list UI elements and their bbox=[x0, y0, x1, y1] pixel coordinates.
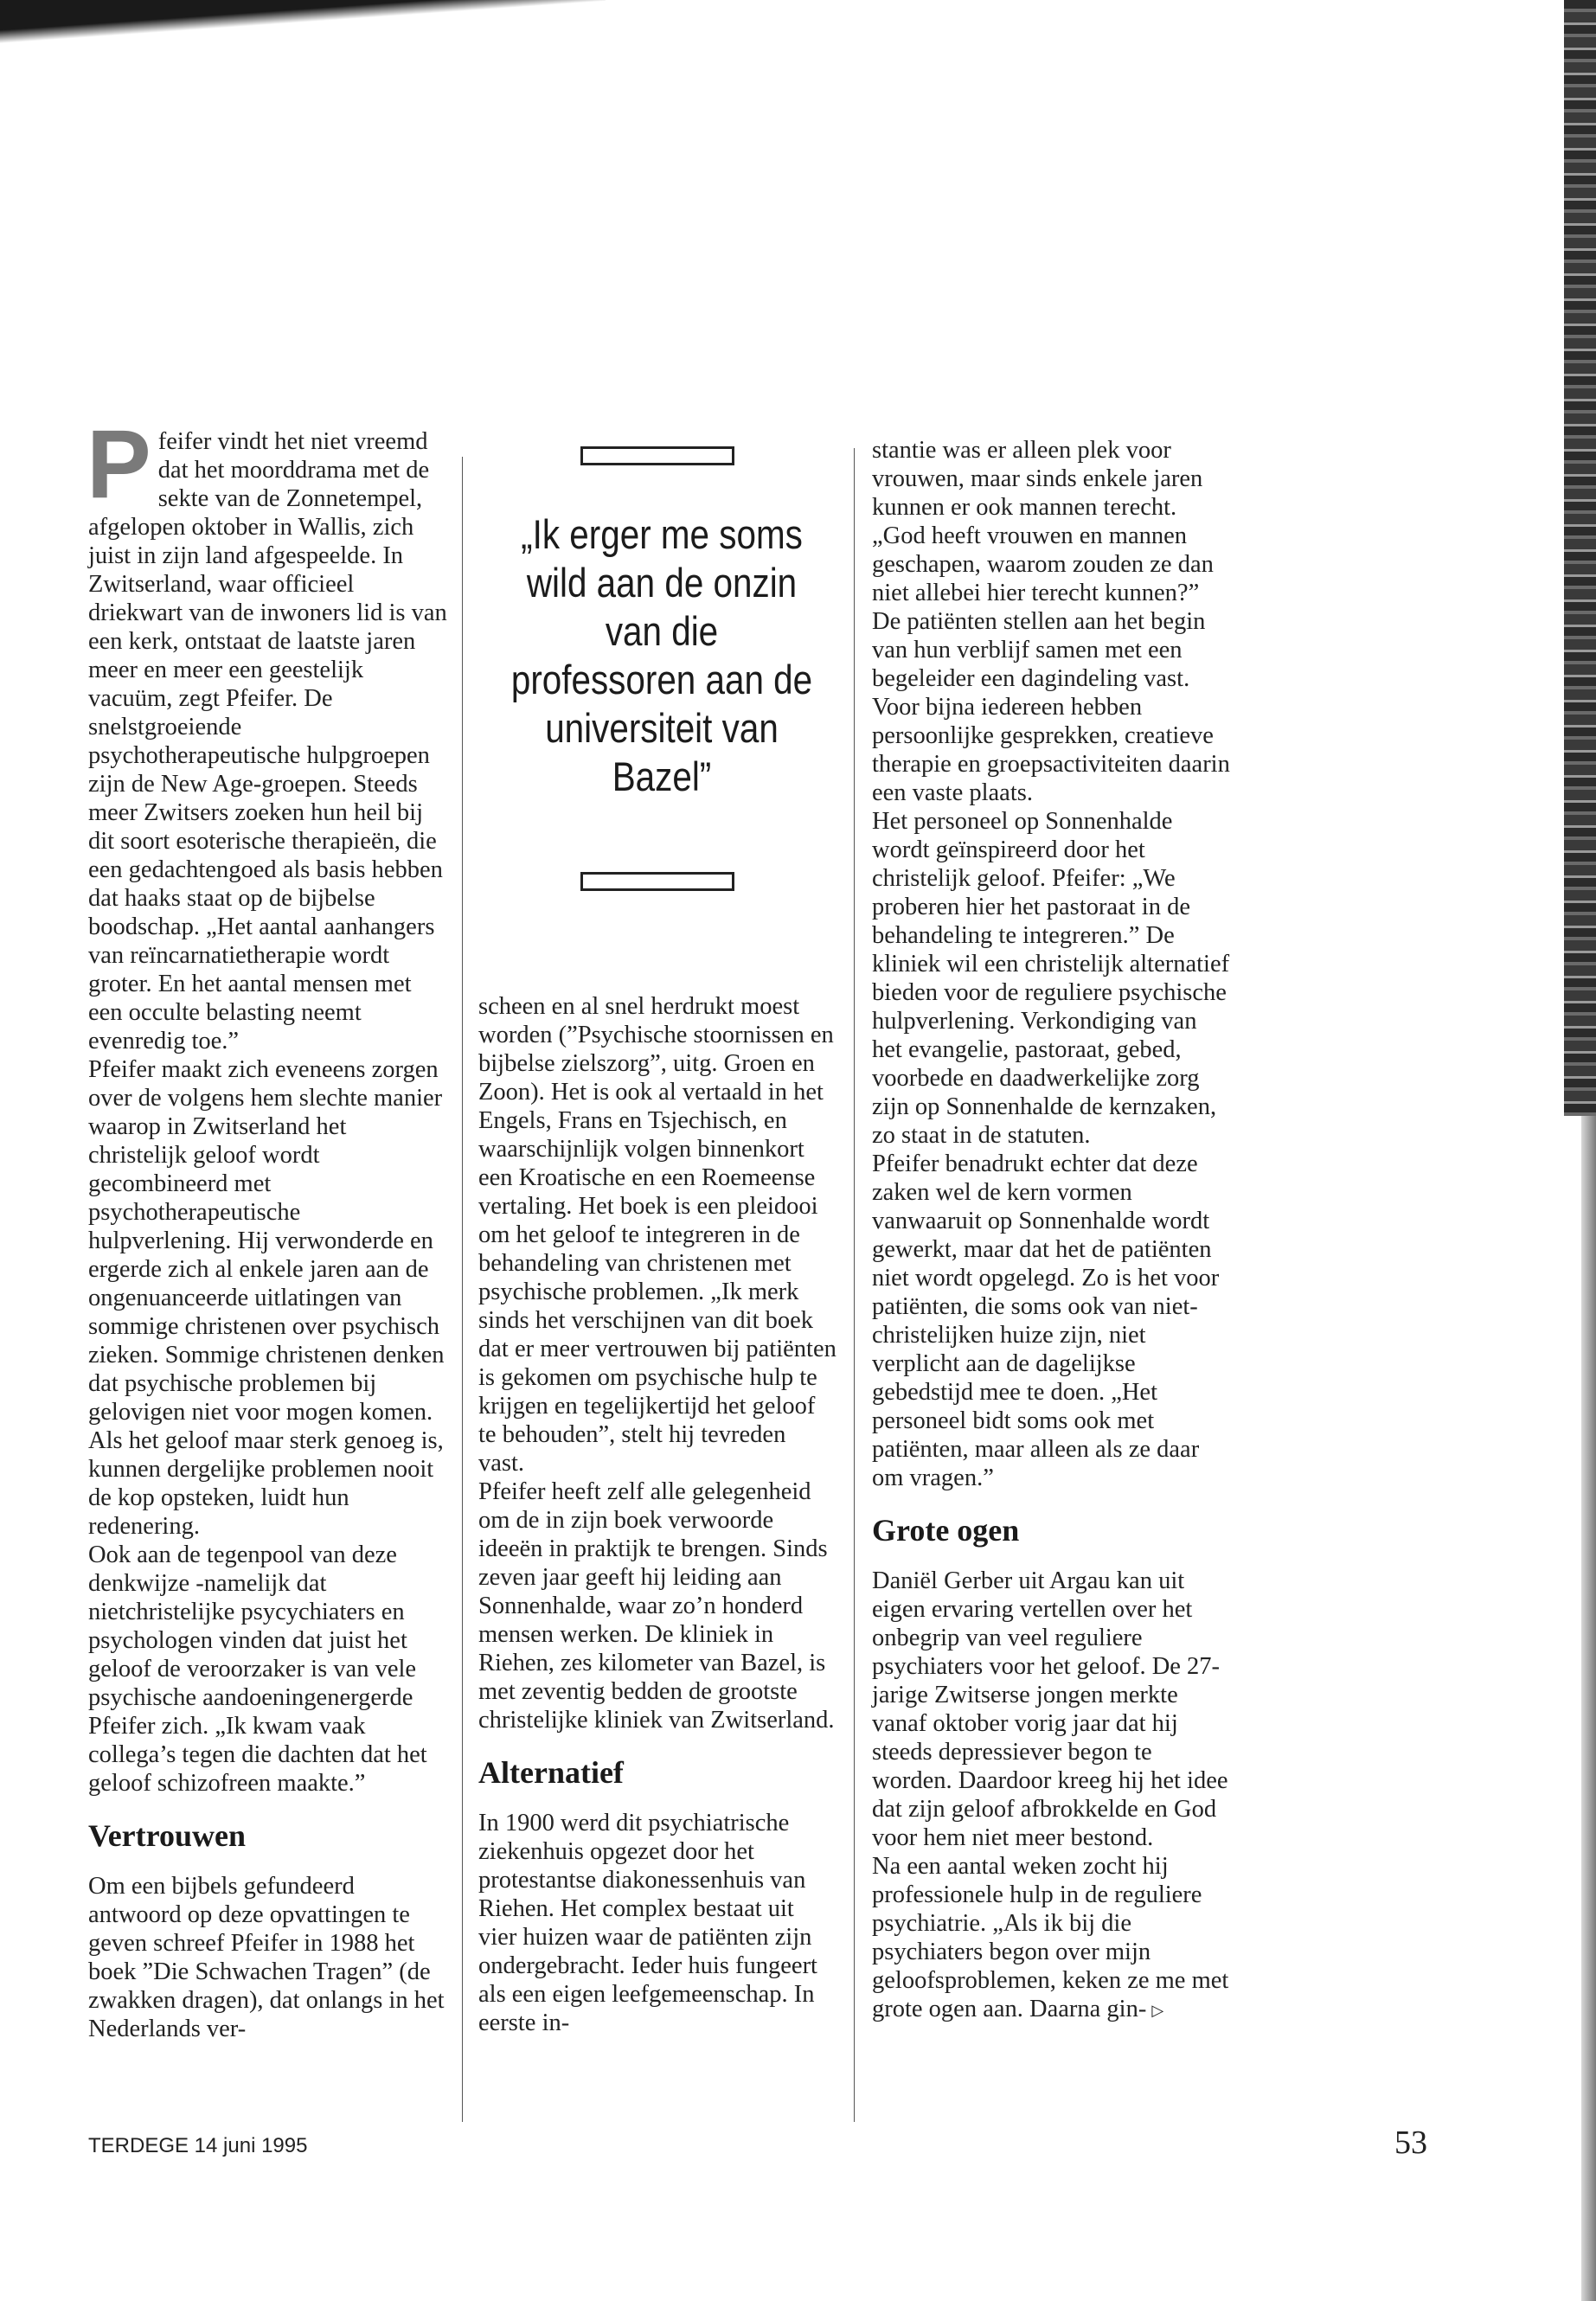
scan-right-edge bbox=[1564, 0, 1596, 1116]
subheading-grote-ogen: Grote ogen bbox=[872, 1513, 1020, 1548]
paragraph: Pfeifer heeft zelf alle gelegenheid om de in zijn boek verwoorde ideeën in praktijk te brengen. Sinds zeven jaar geeft hij leiding aan Sonnenhalde, waar zo’n honderd mensen werken. De kliniek in Riehen, zes kilometer van Bazel, is met zeventig bedden de grootste christelijke kliniek van Zwitserland. bbox=[478, 1478, 835, 1734]
paragraph: Ook aan de tegenpool van deze denkwijze -namelijk dat nietchristelijke psycychiaters en psychologen vinden dat juist het geloof de veroorzaker is van vele psychische aandoeningenergerde Pfeifer zich. „Ik kwam vaak collega’s tegen die dachten dat het geloof schizofreen maakte.” bbox=[88, 1541, 427, 1797]
paragraph: stantie was er alleen plek voor vrouwen, maar sinds enkele jaren kunnen er ook mannen terecht. „God heeft vrouwen en mannen geschapen, waarom zouden ze dan niet allebei hier terecht kunnen?” bbox=[872, 437, 1214, 606]
paragraph: De patiënten stellen aan het begin van hun verblijf samen met een begeleider een dagindeling vast. Voor bijna iedereen hebben persoonlijke gesprekken, creatieve therapie en groepsactiviteiten daarin een vaste plaats. bbox=[872, 608, 1230, 806]
pull-quote-box-bottom bbox=[580, 872, 734, 891]
paragraph: Daniël Gerber uit Argau kan uit eigen ervaring vertellen over het onbegrip van veel reguliere psychiaters voor het geloof. De 27-jarige Zwitserse jongen merkte vanaf oktober vorig jaar dat hij steeds depressiever begon te worden. Daardoor kreeg hij het idee dat zijn geloof afbrokkelde en God voor hem niet meer bestond. bbox=[872, 1567, 1228, 1851]
subheading-alternatief: Alternatief bbox=[478, 1755, 624, 1790]
paragraph: Pfeifer benadrukt echter dat deze zaken wel de kern vormen vanwaaruit op Sonnenhalde wordt gewerkt, maar dat het de patiënten niet wordt opgelegd. Zo is het voor patiënten, die soms ook van niet-christelijken huize zijn, niet verplicht aan de dagelijkse gebedstijd mee te doen. „Het personeel bidt soms ook met patiënten, maar alleen als ze daar om vragen.” bbox=[872, 1150, 1220, 1491]
scan-right-edge-lower bbox=[1581, 1116, 1596, 2301]
paragraph: Om een bijbels gefundeerd antwoord op deze opvattingen te geven schreef Pfeifer in 1988 het boek ”Die Schwachen Tragen” (de zwakken dragen), dat onlangs in het Nederlands ver- bbox=[88, 1873, 445, 2042]
pull-quote: „Ik erger me soms wild aan de onzin van die professoren aan de universiteit van Bazel” bbox=[510, 511, 813, 799]
article-column-2 bbox=[478, 992, 837, 2037]
pull-quote-box-top bbox=[580, 446, 734, 465]
scan-dark-corner bbox=[0, 0, 606, 52]
page-number: 53 bbox=[1394, 2125, 1427, 2161]
paragraph-continued bbox=[872, 1852, 1231, 2025]
continue-arrow-icon: ▷ bbox=[1151, 2001, 1164, 2019]
subheading-vertrouwen: Vertrouwen bbox=[88, 1818, 246, 1853]
paragraph: Het personeel op Sonnenhalde wordt geïnspireerd door het christelijk geloof. Pfeifer: „We proberen hier het pastoraat in de behandeling te integreren.” De kliniek wil een christelijk alternatief bieden voor de reguliere psychische hulpverlening. Verkondiging van het evangelie, pastoraat, gebed, voorbede en daadwerkelijke zorg zijn op Sonnenhalde de kernzaken, zo staat in de statuten. bbox=[872, 808, 1230, 1149]
paragraph-text: Na een aantal weken zocht hij professionele hulp in de reguliere psychiatrie. „Als ik bij die psychiaters begon over mijn geloofsproblemen, keken ze me met grote ogen aan. Daarna gin- bbox=[872, 1853, 1229, 2022]
publication-footer: TERDEGE 14 juni 1995 bbox=[88, 2134, 308, 2157]
paragraph: In 1900 werd dit psychiatrische ziekenhuis opgezet door het protestantse diakonessenhuis van Riehen. Het complex bestaat uit vier huizen waar de patiënten zijn ondergebracht. Ieder huis fungeert als een eigen leefgemeenschap. In eerste in- bbox=[478, 1810, 817, 2036]
column-rule-left bbox=[462, 457, 463, 2122]
drop-cap: P bbox=[87, 410, 151, 518]
paragraph: scheen en al snel herdrukt moest worden (”Psychische stoornissen en bijbelse zielszorg”, uitg. Groen en Zoon). Het is ook al vertaald in het Engels, Frans en Tsjechisch, en waarschijnlijk volgen binnenkort een Kroatische en een Roemeense vertaling. Het boek is een pleidooi om het geloof te integreren in de behandeling van christenen met psychische problemen. „Ik merk sinds het verschijnen van dit boek dat er meer vertrouwen bij patiënten is gekomen om psychische hulp te krijgen en tegelijkertijd het geloof te behouden”, stelt hij tevreden vast. bbox=[478, 993, 836, 1477]
article-column-1 bbox=[87, 410, 447, 2043]
article-column-3 bbox=[872, 436, 1231, 2025]
column-rule-right bbox=[854, 448, 855, 2122]
paragraph: Pfeifer maakt zich eveneens zorgen over de volgens hem slechte manier waarop in Zwitserland het christelijk geloof wordt gecombineerd met psychotherapeutische hulpverlening. Hij verwonderde en ergerde zich al enkele jaren aan de ongenuanceerde uitlatingen van sommige christenen over psychisch zieken. Sommige christenen denken dat psychische problemen bij gelovigen niet voor mogen komen. Als het geloof maar sterk genoeg is, kunnen dergelijke problemen nooit de kop opsteken, luidt hun redenering. bbox=[88, 1056, 445, 1540]
lead-text: feifer vindt het niet vreemd dat het moorddrama met de sekte van de Zonnetempel, afgelopen oktober in Wallis, zich juist in zijn land afgespeelde. In Zwitserland, waar officieel driekwart van de inwoners lid is van een kerk, ontstaat de laatste jaren meer en meer een geestelijk vacuüm, zegt Pfeifer. De snelstgroeiende psychotherapeutische hulpgroepen zijn de New Age-groepen. Steeds meer Zwitsers zoeken hun heil bij dit soort esoterische therapieën, die een gedachtengoed als basis hebben dat haaks staat op de bijbelse boodschap. „Het aantal aanhangers van reïncarnatietherapie wordt groter. En het aantal mensen met een occulte belasting neemt evenredig toe.” bbox=[88, 428, 447, 1054]
lead-paragraph bbox=[87, 410, 447, 1055]
